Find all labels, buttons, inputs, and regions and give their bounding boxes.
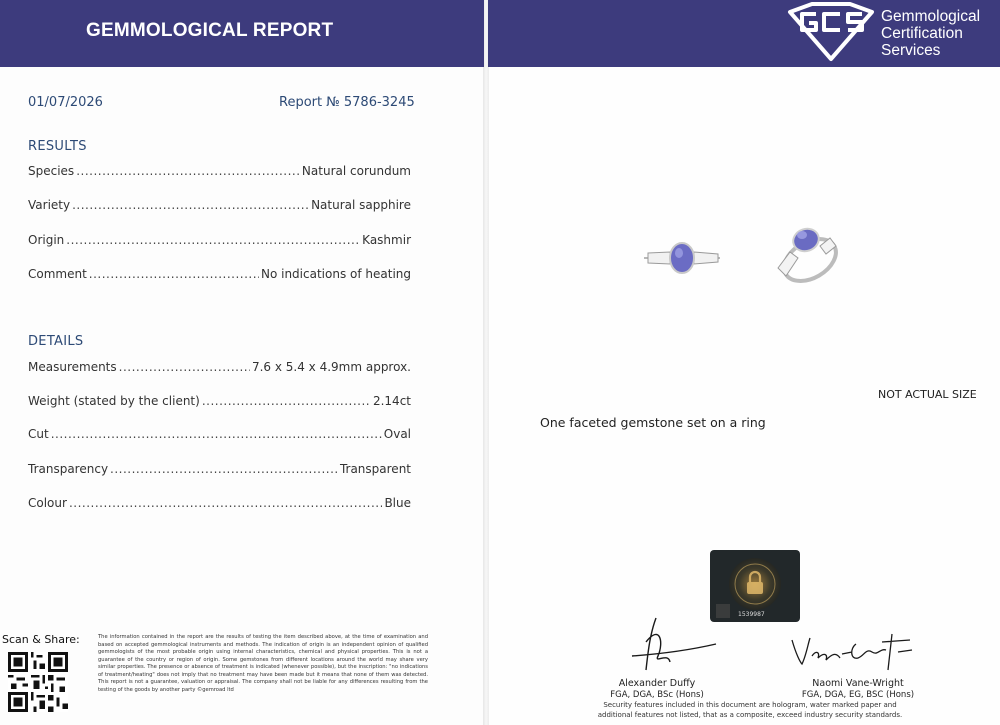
detail-label: Measurements	[28, 360, 117, 374]
result-label: Variety	[28, 198, 71, 212]
security-features-note: Security features included in this document are hologram, water marked paper and additional features not listed, that as a composite, exceed industry security standards.	[597, 701, 903, 719]
result-row-origin	[28, 233, 411, 247]
detail-row-transparency	[28, 462, 411, 476]
result-value: Natural sapphire	[311, 198, 411, 212]
detail-value: Oval	[383, 427, 411, 441]
hologram-serial: 1539987	[738, 611, 765, 618]
signature-vane-wright	[788, 630, 918, 675]
result-label: Comment	[28, 267, 87, 281]
result-row-comment	[28, 267, 411, 281]
results-heading: RESULTS	[28, 139, 87, 154]
report-date: 01/07/2026	[28, 95, 103, 110]
detail-value: Blue	[384, 496, 411, 510]
result-value: Natural corundum	[301, 164, 411, 178]
report-number: Report № 5786-3245	[279, 95, 415, 110]
detail-label: Cut	[28, 427, 49, 441]
detail-value: 7.6 x 5.4 x 4.9mm approx.	[251, 360, 411, 374]
brand-line-1: Gemmological	[881, 8, 981, 25]
result-value: Kashmir	[362, 233, 411, 247]
detail-row-cut	[28, 427, 411, 441]
detail-row-measurements	[28, 360, 411, 374]
signatory-credentials: FGA, DGA, BSc (Hons)	[610, 690, 704, 700]
detail-value: 2.14ct	[372, 394, 411, 408]
detail-label: Colour	[28, 496, 67, 510]
report-title: GEMMOLOGICAL REPORT	[86, 20, 334, 41]
scan-share-label: Scan & Share:	[2, 633, 80, 646]
detail-row-weight	[28, 394, 411, 408]
signatory-name: Alexander Duffy	[618, 678, 696, 689]
gcs-diamond-logo-icon	[786, 2, 876, 62]
result-label: Origin	[28, 233, 65, 247]
qr-code-icon[interactable]	[8, 652, 68, 712]
result-row-species	[28, 164, 411, 178]
signatory-credentials: FGA, DGA, EG, BSC (Hons)	[801, 690, 915, 700]
not-actual-size-label: NOT ACTUAL SIZE	[878, 388, 977, 401]
disclaimer-text: The information contained in the report are the results of testing the item described above, at the time of examination and based on accepted gemmological instruments and methods. The indication of origin is an independent opinion of qualified gemmologists of the most probable origin using internal characteristics, chemical and physical properties. This is not a guarantee of the country or region of origin. Some gemstones from different locations around the world may share very similar properties. The presence or absence of treatment is indicated (whenever possible), but the inscription: "no indications of treatment/heating" does not imply that no treatment may have been made but it means that none of them was detected. This report is not a guarantee, valuation or appraisal. The company shall not be liable for any differences resulting from the testing of the goods by another party ©gemroad ltd	[98, 634, 428, 693]
brand-line-2: Certification	[881, 25, 963, 42]
detail-row-colour	[28, 496, 411, 510]
brand-line-3: Services	[881, 42, 941, 59]
detail-label: Transparency	[28, 462, 109, 476]
result-row-variety	[28, 198, 411, 212]
result-value: No indications of heating	[260, 267, 411, 281]
details-heading: DETAILS	[28, 334, 84, 349]
brand-name	[881, 8, 980, 59]
detail-value: Transparent	[339, 462, 411, 476]
detail-label: Weight (stated by the client)	[28, 394, 200, 408]
result-label: Species	[28, 164, 75, 178]
ring-side-view-image	[768, 216, 848, 296]
item-caption: One faceted gemstone set on a ring	[540, 415, 766, 430]
ring-top-view-image	[642, 236, 722, 280]
signature-duffy	[620, 612, 720, 674]
page-fold	[483, 0, 489, 725]
signatory-name: Naomi Vane-Wright	[812, 678, 904, 689]
